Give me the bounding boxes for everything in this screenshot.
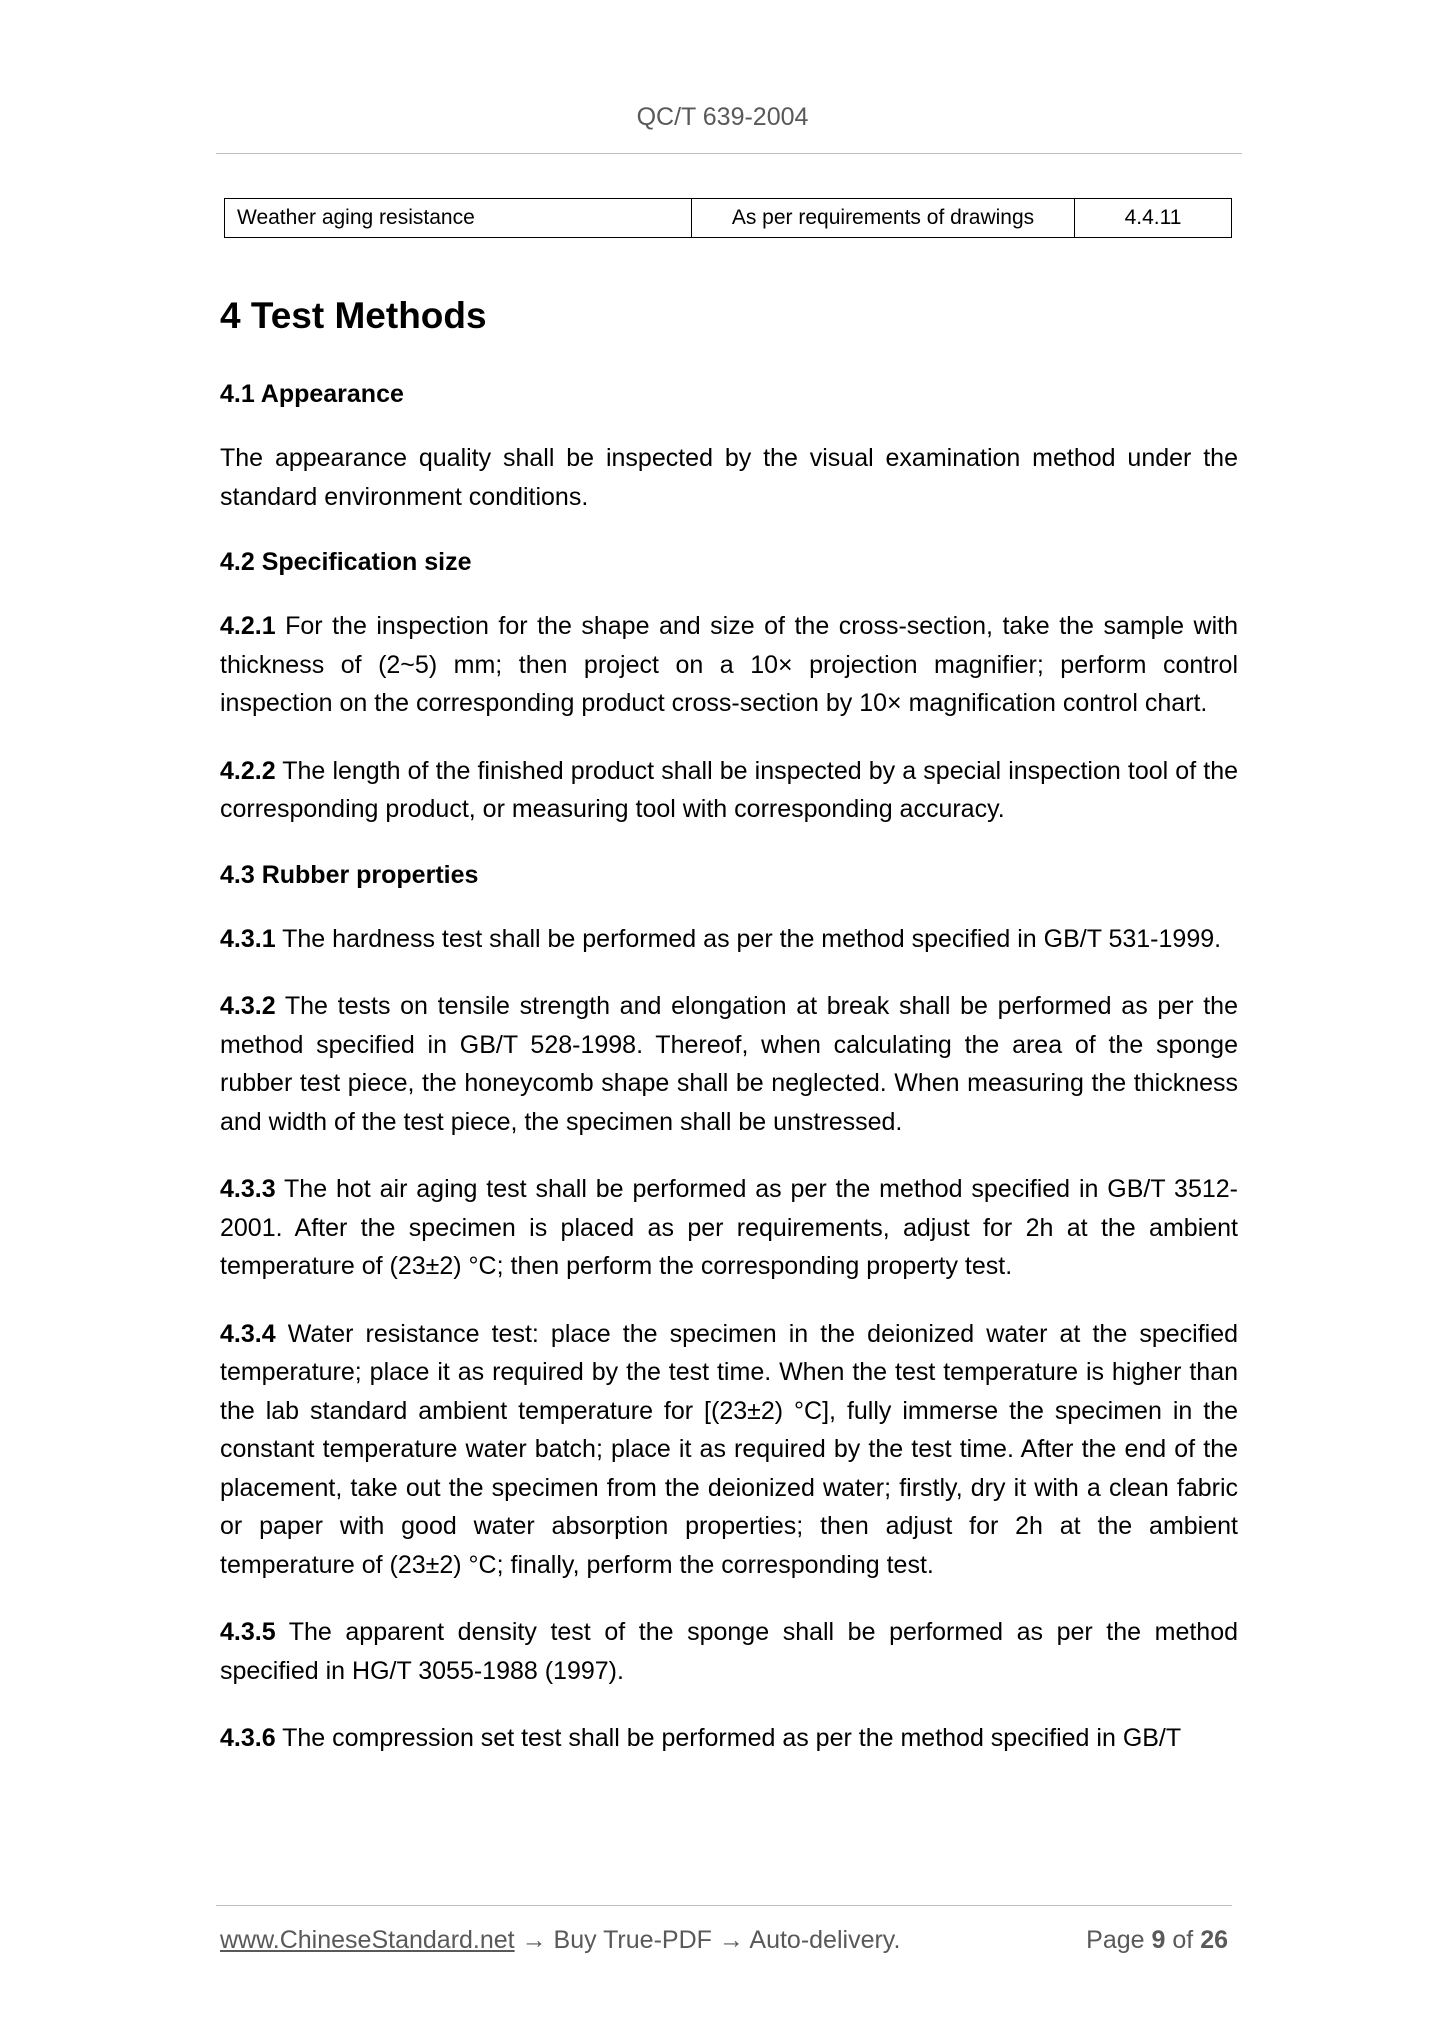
clause-number: 4.2.1 [220, 612, 276, 641]
paragraph-4-3-3 [220, 1170, 1238, 1286]
subsection-heading-rubber-properties: 4.3 Rubber properties [220, 860, 479, 889]
paragraph-4-3-1 [220, 920, 1238, 959]
paragraph-4-3-6 [220, 1719, 1238, 1758]
clause-text: For the inspection for the shape and size of the cross-section, take the sample with thickness of (2~5) mm; then project on a 10× projection magnifier; perform control inspection on the corresponding product cross-section by 10× magnification control chart. [220, 612, 1238, 718]
total-pages: 26 [1200, 1926, 1228, 1954]
section-heading: 4 Test Methods [220, 295, 487, 336]
clause-number: 4.3.1 [220, 924, 276, 953]
paragraph-4-3-5 [220, 1613, 1238, 1690]
clause-text: The compression set test shall be performed as per the method specified in GB/T [275, 1724, 1182, 1753]
header-divider [216, 153, 1242, 154]
page-number [1086, 1926, 1228, 1955]
paragraph-4-3-2 [220, 987, 1238, 1141]
paragraph-4-2-1 [220, 607, 1238, 723]
table-cell-method: 4.4.11 [1075, 199, 1232, 238]
clause-text: The tests on tensile strength and elongation at break shall be performed as per the method specified in GB/T 528-1998. Thereof, when calculating the area of the sponge rubber test piece, the honeycomb shape shall be neglected. When measuring the thickness and width of the test piece, the specimen shall be unstressed. [220, 992, 1238, 1136]
current-page: 9 [1151, 1926, 1166, 1954]
clause-number: 4.3.4 [220, 1319, 276, 1348]
requirements-table [224, 198, 1232, 238]
page-footer [220, 1926, 1234, 1955]
clause-number: 4.3.6 [220, 1724, 276, 1753]
table-row [225, 199, 1232, 238]
footer-tagline: → Buy True-PDF → Auto-delivery. [514, 1926, 901, 1954]
clause-number: 4.3.5 [220, 1618, 276, 1647]
document-body [220, 292, 1238, 1787]
running-header: QC/T 639-2004 [636, 103, 809, 131]
table-cell-requirement: As per requirements of drawings [692, 199, 1075, 238]
subsection-heading-appearance: 4.1 Appearance [220, 380, 404, 409]
paragraph-4-2-2 [220, 752, 1238, 829]
clause-number: 4.3.2 [220, 992, 276, 1021]
clause-number: 4.2.2 [220, 756, 276, 785]
clause-number: 4.3.3 [220, 1175, 276, 1204]
website-link[interactable]: www.ChineseStandard.net [220, 1926, 515, 1954]
clause-text: Water resistance test: place the specimen in the deionized water at the specified temperature; place it as required by the test time. When the test temperature is higher than the lab standard ambient temperature for [(23±2) °C], fully immerse the specimen in the constant temperature water batch; place it as required by the test time. After the end of the placement, take out the specimen from the deionized water; firstly, dry it with a clean fabric or paper with good water absorption properties; then adjust for 2h at the ambient temperature of (23±2) °C; finally, perform the corresponding test. [220, 1319, 1238, 1579]
clause-text: The length of the finished product shall be inspected by a special inspection tool of the corresponding product, or measuring tool with corresponding accuracy. [220, 756, 1238, 824]
clause-text: The apparent density test of the sponge shall be performed as per the method specified in HG/T 3055-1988 (1997). [220, 1618, 1238, 1685]
of-label: of [1172, 1926, 1194, 1954]
paragraph-4-3-4 [220, 1315, 1238, 1585]
clause-text: The hot air aging test shall be performed as per the method specified in GB/T 3512-2001. After the specimen is placed as per requirements, adjust for 2h at the ambient temperature of (23±2) °C; then perform the corresponding property test. [220, 1175, 1238, 1281]
page-label: Page [1086, 1926, 1145, 1954]
paragraph-appearance: The appearance quality shall be inspected by the visual examination method under the standard environment conditions. [220, 444, 1238, 511]
clause-text: The hardness test shall be performed as per the method specified in GB/T 531-1999. [275, 924, 1222, 953]
footer-divider [216, 1905, 1232, 1906]
subsection-heading-specification-size: 4.2 Specification size [220, 548, 472, 577]
table-cell-item: Weather aging resistance [225, 199, 692, 238]
